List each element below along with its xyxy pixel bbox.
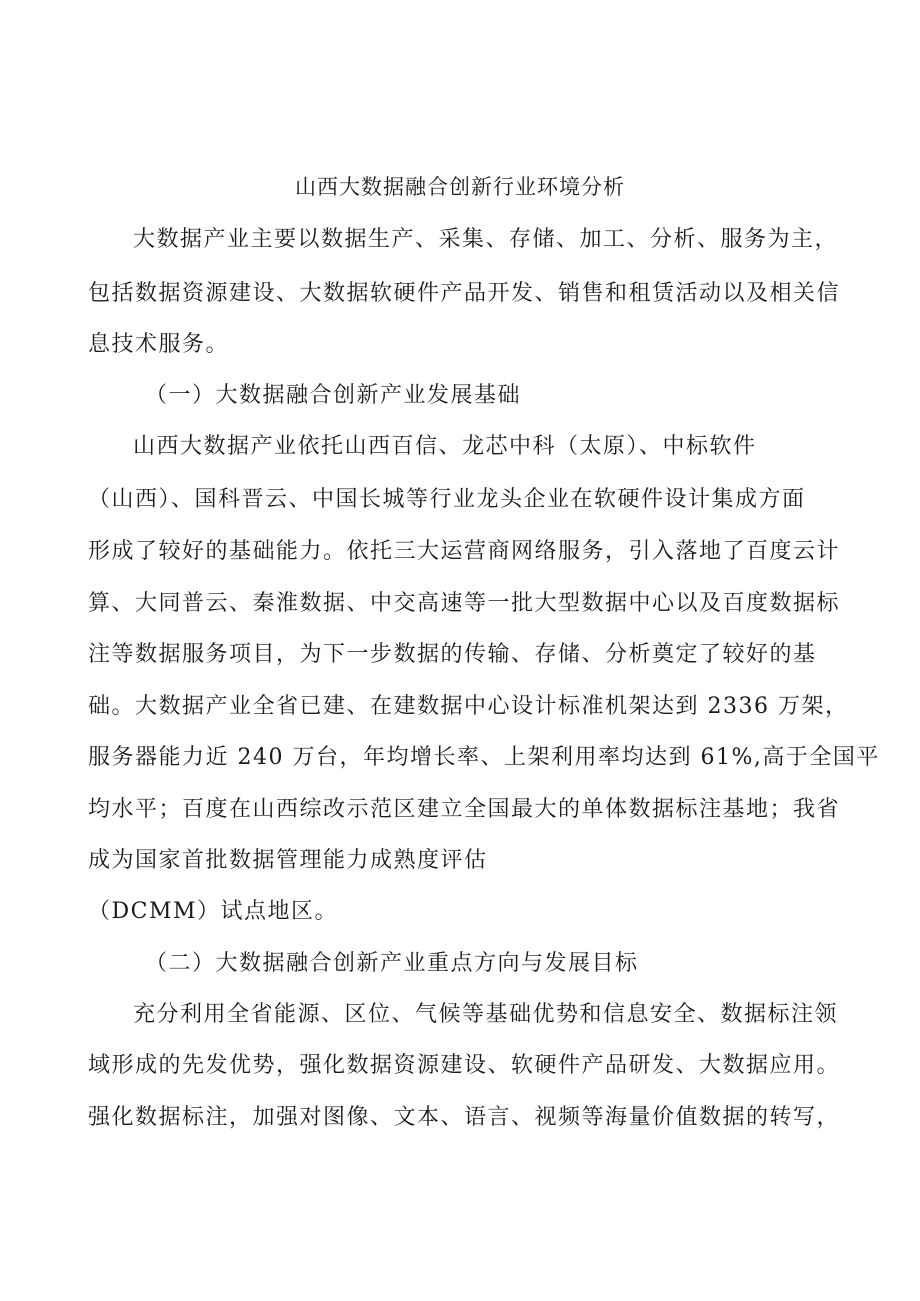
section-heading-1: （一）大数据融合创新产业发展基础 <box>145 383 522 408</box>
paragraph-1-line-3: 息技术服务。 <box>88 332 230 357</box>
section-heading-2: （二）大数据融合创新产业重点方向与发展目标 <box>145 951 639 976</box>
paragraph-1-line-1: 大数据产业主要以数据生产、采集、存储、加工、分析、服务为主， <box>133 227 839 252</box>
paragraph-2-line-5: 注等数据服务项目，为下一步数据的传输、存储、分析奠定了较好的基 <box>88 642 817 667</box>
paragraph-2-line-7: 服务器能力近 240 万台，年均增长率、上架利用率均达到 61%,高于全国平 <box>88 745 880 770</box>
paragraph-1-line-2: 包括数据资源建设、大数据软硬件产品开发、销售和租赁活动以及相关信 <box>88 281 841 306</box>
paragraph-3-line-1: 充分利用全省能源、区位、气候等基础优势和信息安全、数据标注领 <box>133 1002 839 1027</box>
paragraph-2-line-8: 均水平；百度在山西综改示范区建立全国最大的单体数据标注基地；我省 <box>88 797 841 822</box>
paragraph-3-line-2: 域形成的先发优势，强化数据资源建设、软硬件产品研发、大数据应用。 <box>88 1053 841 1078</box>
paragraph-2-line-9: 成为国家首批数据管理能力成熟度评估 <box>88 848 488 873</box>
paragraph-2-line-4: 算、大同普云、秦淮数据、中交高速等一批大型数据中心以及百度数据标 <box>88 591 841 616</box>
paragraph-2-line-10: （DCMM）试点地区。 <box>88 899 339 924</box>
paragraph-2-line-3: 形成了较好的基础能力。依托三大运营商网络服务，引入落地了百度云计 <box>88 539 841 564</box>
document-title: 山西大数据融合创新行业环境分析 <box>295 175 625 199</box>
paragraph-2-line-1: 山西大数据产业依托山西百信、龙芯中科（太原）、中标软件 <box>133 434 757 459</box>
paragraph-3-line-3: 强化数据标注，加强对图像、文本、语言、视频等海量价值数据的转写， <box>88 1105 841 1130</box>
paragraph-2-line-6: 础。大数据产业全省已建、在建数据中心设计标准机架达到 2336 万架， <box>88 694 849 719</box>
paragraph-2-line-2: （山西）、国科晋云、中国长城等行业龙头企业在软硬件设计集成方面 <box>88 487 806 512</box>
